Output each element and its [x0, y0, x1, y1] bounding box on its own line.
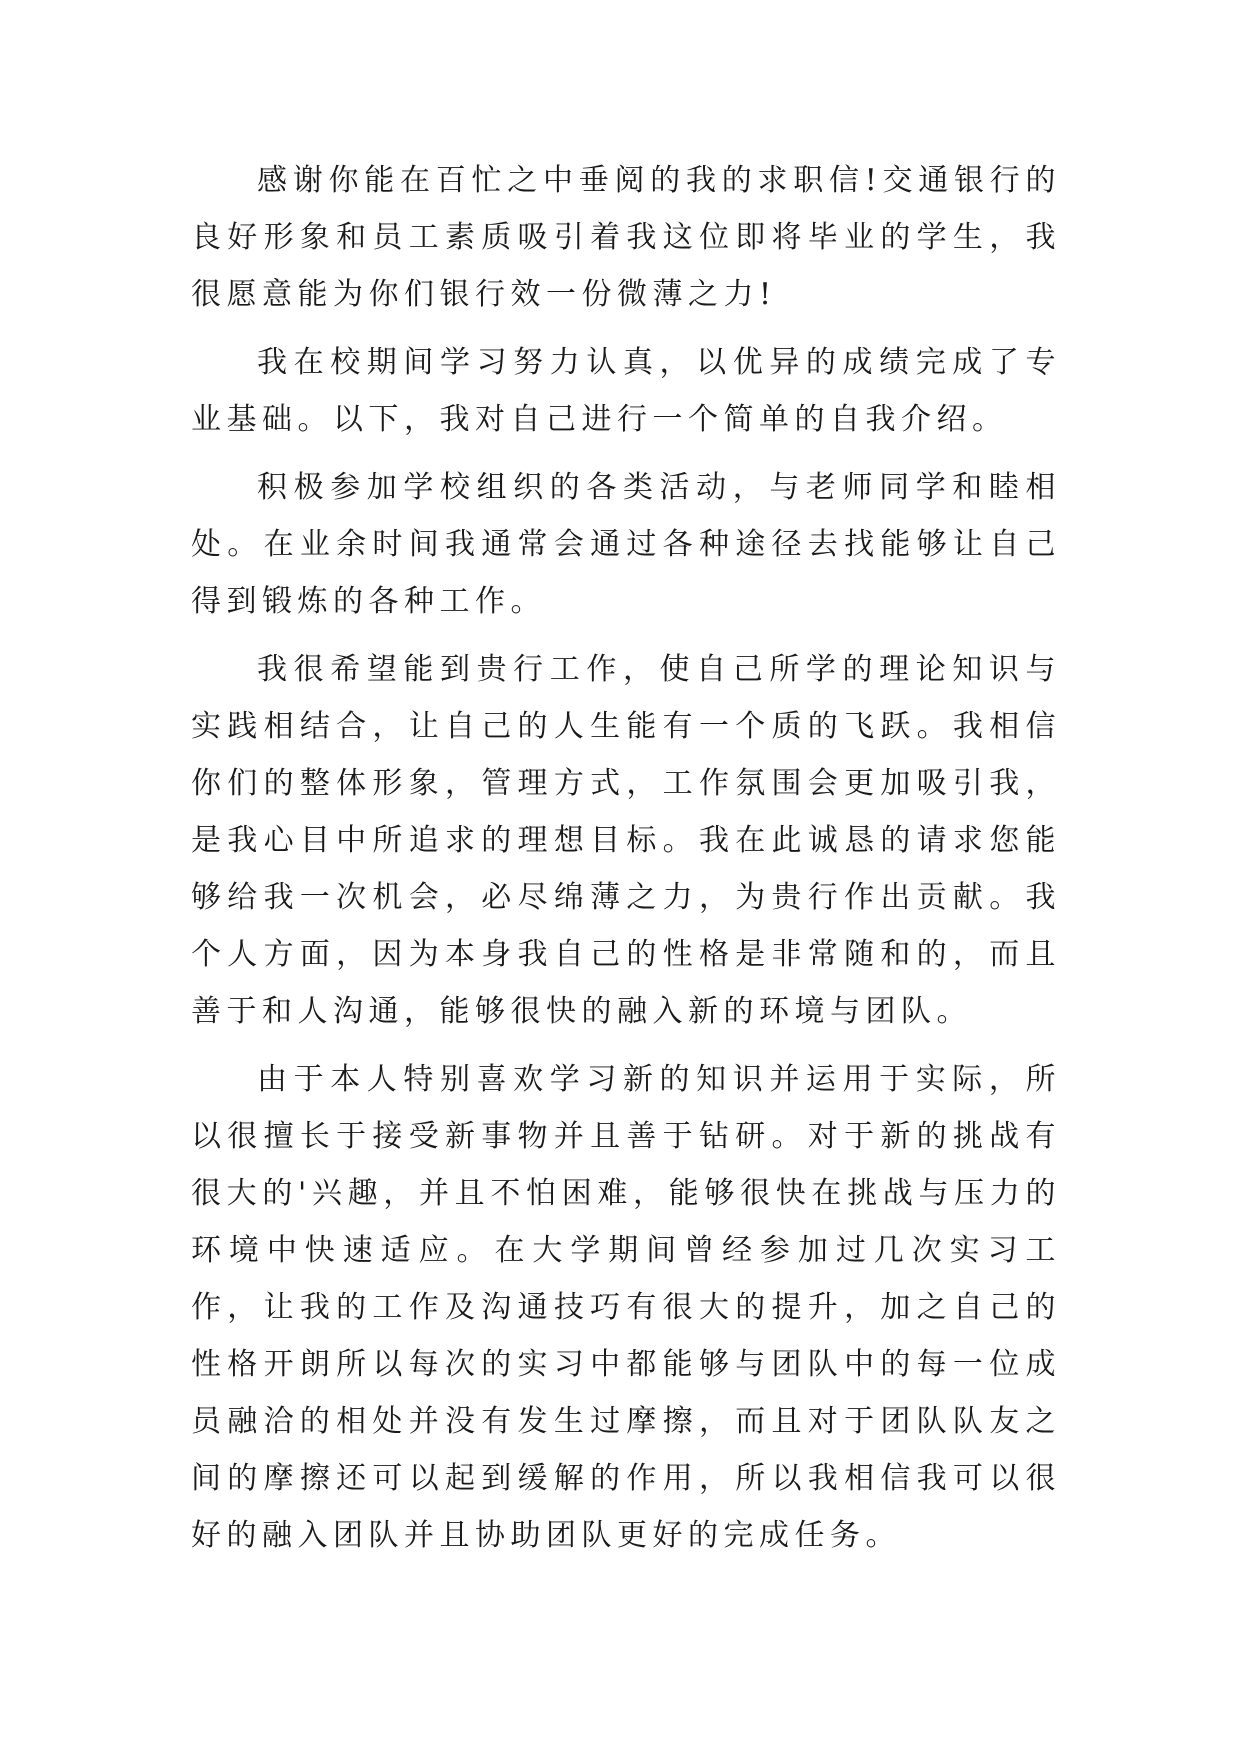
paragraph: 由于本人特别喜欢学习新的知识并运用于实际，所以很擅长于接受新事物并且善于钻研。对于新的挑战有很大的'兴趣，并且不怕困难，能够很快在挑战与压力的环境中快速适应。在大学期间曾经参加过几次实习工作，让我的工作及沟通技巧有很大的提升，加之自己的性格开朗所以每次的实习中都能够与团队中的每一位成员融洽的相处并没有发生过摩擦，而且对于团队队友之间的摩擦还可以起到缓解的作用，所以我相信我可以很好的融入团队并且协助团队更好的完成任务。 [191, 1062, 1061, 1553]
paragraph: 我很希望能到贵行工作，使自己所学的理论知识与实践相结合，让自己的人生能有一个质的飞跃。我相信你们的整体形象，管理方式，工作氛围会更加吸引我，是我心目中所追求的理想目标。我在此诚恳的请求您能够给我一次机会，必尽绵薄之力，为贵行作出贡献。我个人方面，因为本身我自己的性格是非常随和的，而且善于和人沟通，能够很快的融入新的环境与团队。 [191, 652, 1061, 1029]
document-body [191, 152, 1061, 1575]
paragraph: 我在校期间学习努力认真，以优异的成绩完成了专业基础。以下，我对自己进行一个简单的自我介绍。 [191, 345, 1061, 437]
paragraph: 积极参加学校组织的各类活动，与老师同学和睦相处。在业余时间我通常会通过各种途径去找能够让自己得到锻炼的各种工作。 [191, 470, 1061, 619]
paragraph: 感谢你能在百忙之中垂阅的我的求职信!交通银行的良好形象和员工素质吸引着我这位即将毕业的学生，我很愿意能为你们银行效一份微薄之力! [191, 163, 1061, 312]
